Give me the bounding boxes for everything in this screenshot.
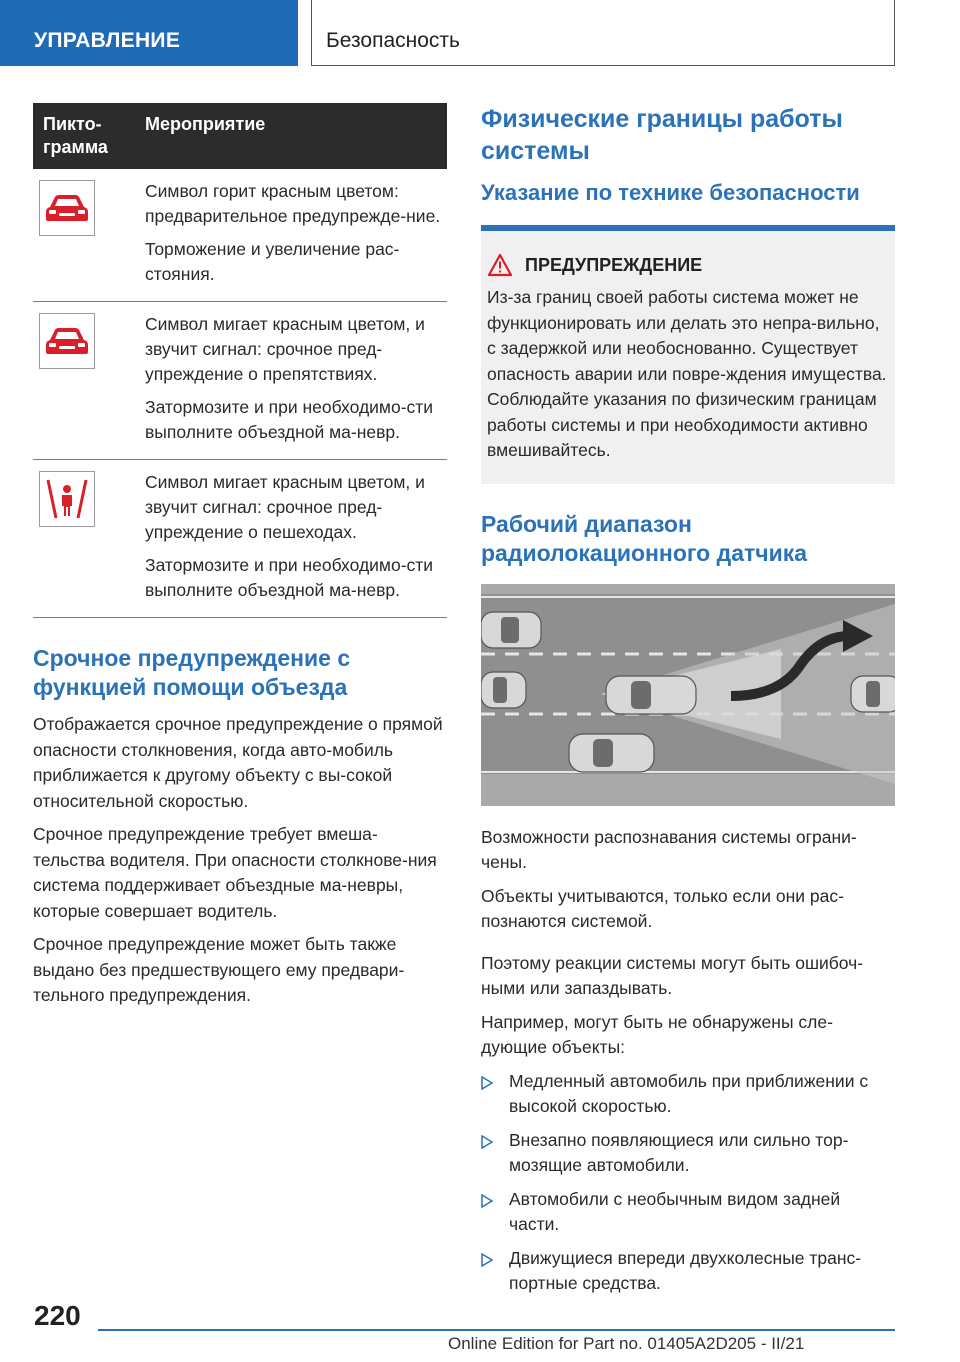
car-warning-icon	[39, 313, 95, 369]
radar-heading: Рабочий диапазон радиолокационного датчика	[481, 510, 808, 566]
safety-subheading: Указание по технике безопасности	[481, 180, 860, 205]
triangle-bullet-icon	[481, 1246, 509, 1297]
warning-text: Из-за границ своей работы система может не функционировать или делать это непра-вильно, с задержкой или необоснованно. Существует опасность аварии или повре-ждения имущества. Соблюдайте указания по физическим границам работы системы и при необходимости активно вмешивайтесь.	[487, 287, 887, 460]
table-row	[33, 302, 447, 460]
list-item: Автомобили с необычным видом задней части.	[481, 1187, 895, 1238]
row-text: Затормозите и при необходимо-сти выполните объездной ма-невр.	[145, 555, 434, 600]
paragraph: Объекты учитываются, только если они рас-познаются системой.	[481, 885, 844, 931]
footer-divider	[98, 1329, 895, 1331]
edition-footer[interactable]: Online Edition for Part no. 01405A2D205 - II/21	[448, 1334, 805, 1353]
triangle-bullet-icon	[481, 1187, 509, 1238]
paragraph: Возможности распознавания системы ограни-чены.	[481, 826, 857, 872]
page-number: 220	[34, 1300, 81, 1331]
paragraph: Срочное предупреждение может быть также выдано без предшествующего ему предвари-тельного предупреждения.	[33, 934, 405, 1005]
limits-heading: Физические границы работы системы	[481, 105, 843, 165]
table-row	[33, 169, 447, 302]
right-column	[481, 103, 895, 1305]
warning-triangle-icon	[487, 253, 513, 277]
radar-range-illustration	[481, 584, 895, 806]
list-item: Движущиеся впереди двухколесные транс-портные средства.	[481, 1246, 895, 1297]
paragraph: Срочное предупреждение требует вмеша-тельства водителя. При опасности столкнове-ния система поддерживает объездные ма-невры, которые совершает водитель.	[33, 824, 437, 921]
triangle-bullet-icon	[481, 1069, 509, 1120]
row-text: Торможение и увеличение рас-стояния.	[145, 239, 400, 284]
warning-box	[481, 231, 895, 484]
row-text: Затормозите и при необходимо-сти выполните объездной ма-невр.	[145, 397, 434, 442]
undetected-objects-list	[481, 1069, 895, 1297]
car-warning-icon	[39, 180, 95, 236]
paragraph: Поэтому реакции системы могут быть ошибоч-ными или запаздывать.	[481, 952, 864, 998]
emergency-heading: Срочное предупреждение с функцией помощи объезда	[33, 645, 351, 700]
warning-title: ПРЕДУПРЕЖДЕНИЕ	[525, 254, 703, 275]
chapter-tab[interactable]: УПРАВЛЕНИЕ	[0, 0, 298, 66]
row-text: Символ мигает красным цветом, и звучит сигнал: срочное пред-упреждение о препятствиях.	[145, 314, 425, 384]
list-item: Медленный автомобиль при приближении с высокой скоростью.	[481, 1069, 895, 1120]
triangle-bullet-icon	[481, 1128, 509, 1179]
page-header	[0, 0, 960, 66]
table-row	[33, 460, 447, 618]
paragraph: Например, могут быть не обнаружены сле-дующие объекты:	[481, 1011, 833, 1057]
row-text: Символ мигает красным цветом, и звучит сигнал: срочное пред-упреждение о пешеходах.	[145, 472, 425, 542]
pedestrian-warning-icon	[39, 471, 95, 527]
row-text: Символ горит красным цветом: предварительное предупрежде-ние.	[145, 181, 441, 226]
radar-body	[481, 825, 895, 1061]
col-action-header: Мероприятие	[135, 103, 447, 169]
pictogram-table	[33, 103, 447, 618]
emergency-body	[33, 712, 447, 1009]
left-column	[33, 103, 447, 1017]
section-title: Безопасность	[311, 0, 895, 66]
table-header-row	[33, 103, 447, 169]
list-item: Внезапно появляющиеся или сильно тор-мозящие автомобили.	[481, 1128, 895, 1179]
paragraph: Отображается срочное предупреждение о прямой опасности столкновения, когда авто-мобиль приближается к другому объекту с вы-сокой относительной скоростью.	[33, 714, 443, 811]
col-pictogram-header: Пикто- грамма	[33, 103, 135, 169]
